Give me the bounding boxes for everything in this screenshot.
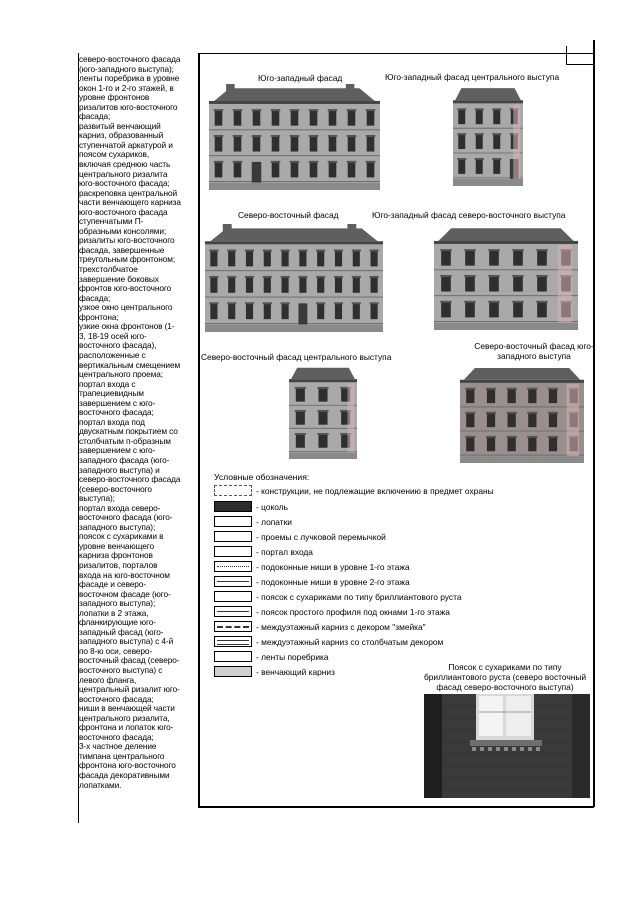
legend-label: - проемы с лучковой перемычкой: [256, 531, 386, 542]
legend-label: - подоконные ниши в уровне 1-го этажа: [256, 561, 410, 572]
left-column-line: восточного фасада;: [79, 731, 154, 742]
left-column-line: поясок с сухариками в: [79, 531, 164, 542]
legend-label: - цоколь: [256, 501, 288, 512]
frame-right-line: [593, 40, 595, 807]
left-column-line: выступа);: [79, 493, 115, 504]
left-column-line: ленты поребрика в уровне: [79, 73, 180, 84]
legend-swatch: [214, 531, 252, 542]
legend-item: [214, 605, 450, 618]
caption-ne-facade: Северо-восточный фасад: [238, 210, 339, 220]
left-column-line: ступенчатой аркатурой и: [79, 139, 173, 150]
left-column-line: центрального ризалита: [79, 168, 168, 179]
left-column-line: образными консолями;: [79, 225, 167, 236]
left-column-line: западный фасад (юго-: [79, 626, 164, 637]
legend-label: - подоконные ниши в уровне 2-го этажа: [256, 576, 410, 587]
frame-top-line: [198, 53, 594, 54]
left-column-line: входа на юго-восточном: [79, 569, 170, 580]
legend-item: [214, 635, 443, 648]
facade-drawing-sw-ne-ledge: [434, 224, 578, 330]
left-column-line: трапециевидным: [79, 388, 144, 399]
legend-label: - поясок с сухариками по типу бриллиантового руста: [256, 591, 462, 602]
facade-drawing-ne-central: [289, 364, 357, 459]
left-column-line: уровне фронтонов: [79, 92, 150, 103]
left-column-line: столбчатым п-образным: [79, 435, 171, 446]
left-column-line: ступенчатыми П-: [79, 216, 144, 227]
left-column-line: ризалитов юго-восточного: [79, 101, 178, 112]
legend-label: - ленты поребрика: [256, 651, 329, 662]
left-column-line: западного выступа);: [79, 598, 156, 609]
left-column-line: узкое окно центрального: [79, 302, 173, 313]
frame-divider-line: [198, 53, 200, 807]
legend-label: - междуэтажный карниз с декором "змейка": [256, 621, 426, 632]
legend-title: Условные обозначения:: [214, 472, 310, 482]
legend-item: [214, 665, 335, 678]
left-column-line: фланкирующие юго-: [79, 617, 156, 628]
left-column-line: фасада;: [79, 292, 111, 303]
caption-ne-sw-ledge: Северо-восточный фасад юго-западного выступа: [474, 341, 594, 361]
left-column-line: фронтона и лопаток юго-: [79, 722, 174, 733]
left-column-line: завершением с юго-: [79, 445, 156, 456]
left-column-line: вертикальным смещением: [79, 359, 181, 370]
left-column-line: ризалитов, порталов: [79, 559, 158, 570]
left-column-line: восточный фасад (северо-: [79, 655, 180, 666]
legend-swatch: [214, 561, 252, 572]
legend-swatch: [214, 606, 252, 617]
left-column-line: части венчающего карниза: [79, 197, 181, 208]
left-column-line: левого фланга,: [79, 674, 137, 685]
legend-swatch: [214, 651, 252, 662]
legend-swatch: [214, 501, 252, 512]
left-column-line: западного выступа) и: [79, 464, 160, 475]
photo-caption: Поясок с сухариками по типу бриллиантового руста (северо восточный фасад северо-восточного выступа): [423, 662, 587, 692]
facade-drawing-ne-sw-ledge: [460, 364, 584, 463]
legend-label: - поясок простого профиля под окнами 1-го этажа: [256, 606, 450, 617]
left-column-line: западного фасада (юго-: [79, 454, 170, 465]
corner-stamp-box: [566, 46, 595, 65]
left-column-line: ризалиты юго-восточного: [79, 235, 175, 246]
left-column-line: восточного фасада),: [79, 340, 157, 351]
legend-swatch: [214, 666, 252, 677]
left-column-line: (северо-восточного: [79, 483, 152, 494]
left-column-line: восточного фасада;: [79, 693, 154, 704]
legend-swatch: [214, 591, 252, 602]
caption-sw-facade: Юго-западный фасад: [258, 73, 343, 83]
left-column-line: раскреповка центральной: [79, 187, 178, 198]
left-column-line: портал входа под: [79, 416, 145, 427]
left-column-line: расположенные с: [79, 349, 146, 360]
left-column-line: фасада;: [79, 111, 111, 122]
left-column-line: карниз, образованный: [79, 130, 164, 141]
legend-item: [214, 545, 313, 558]
legend-label: - междуэтажный карниз со столбчатым декором: [256, 636, 444, 647]
legend-swatch: [214, 576, 252, 587]
left-column-line: северо-восточного фасада: [79, 474, 181, 485]
caption-sw-central: Юго-западный фасад центрального выступа: [385, 72, 560, 82]
left-column-line: фронтона;: [79, 311, 119, 322]
left-column-line: тимпана центрального: [79, 750, 165, 761]
left-column-line: включая среднюю часть: [79, 159, 171, 170]
left-column-line: ниши в венчающей части: [79, 703, 175, 714]
legend-item: [214, 560, 410, 573]
legend-item: [214, 500, 288, 513]
left-column-line: развитый венчающий: [79, 120, 161, 131]
left-column-line: западного выступа) с 4-й: [79, 636, 174, 647]
left-column-line: восточного фасада (юго-: [79, 512, 173, 523]
left-column-line: фронтов юго-восточного: [79, 283, 172, 294]
legend-swatch: [214, 516, 252, 527]
frame-bottom-line: [198, 806, 594, 808]
legend-item: [214, 530, 386, 543]
left-column-line: карниза фронтонов: [79, 550, 153, 561]
left-column-line: юго-восточного фасада;: [79, 178, 170, 189]
left-column-line: завершением с юго-: [79, 397, 156, 408]
left-column-line: фасада декоративными: [79, 770, 170, 781]
left-column-line: поясом сухариков,: [79, 149, 150, 160]
left-column-line: фронтона юго-восточного: [79, 760, 176, 771]
left-column-line: лопатки в 2 этажа,: [79, 607, 149, 618]
left-column-line: узкие окна фронтонов (1-: [79, 321, 175, 332]
legend-label: - портал входа: [256, 546, 313, 557]
legend-label: - лопатки: [256, 516, 292, 527]
legend-label: - конструкции, не подлежащие включению в предмет охраны: [256, 485, 494, 496]
legend-swatch: [214, 546, 252, 557]
left-column-line: 3-х частное деление: [79, 741, 157, 752]
legend-item: [214, 575, 410, 588]
legend-item: [214, 484, 494, 497]
left-column-line: по 8-ю оси, северо-: [79, 645, 153, 656]
left-column-line: восточного фасада;: [79, 407, 154, 418]
left-column-line: восточном фасаде (юго-: [79, 588, 171, 599]
legend-item: [214, 620, 426, 633]
legend-swatch: [214, 636, 252, 647]
legend-swatch: [214, 621, 252, 632]
caption-ne-central: Северо-восточный фасад центрального выступа: [201, 352, 392, 362]
legend-label: - венчающий карниз: [256, 666, 335, 677]
left-column-line: 3, 18-19 осей юго-: [79, 330, 147, 341]
facade-drawing-sw-central: [453, 84, 523, 186]
left-column-line: завершение боковых: [79, 273, 159, 284]
left-column-line: окон 1-го и 2-го этажей, в: [79, 82, 174, 93]
left-column-line: треугольным фронтоном;: [79, 254, 176, 265]
left-column-line: трехстолбчатое: [79, 264, 138, 275]
left-column-line: центральный ризалит юго-: [79, 684, 180, 695]
cornice-detail-photo: [424, 694, 590, 798]
caption-sw-ne-ledge: Юго-западный фасад северо-восточного выступа: [372, 210, 566, 220]
left-column-line: портал входа с: [79, 378, 136, 389]
left-column-line: юго-восточного фасада: [79, 206, 168, 217]
legend-item: [214, 515, 292, 528]
left-column-line: фасада, завершенные: [79, 244, 165, 255]
left-column-line: западного выступа);: [79, 521, 156, 532]
left-column-text: [79, 55, 197, 790]
facade-drawing-sw: [209, 84, 380, 190]
left-column-line: северо-восточного фасада: [79, 54, 181, 64]
left-column-line: портал входа северо-: [79, 502, 161, 513]
left-column-line: (юго-западного выступа);: [79, 63, 174, 74]
left-column-line: двускатным покрытием со: [79, 426, 178, 437]
left-column-line: лопатками.: [79, 779, 122, 790]
left-column-line: уровне венчающего: [79, 540, 154, 551]
legend-swatch: [214, 485, 252, 496]
left-column-line: центрального проема;: [79, 369, 163, 380]
legend-item: [214, 590, 461, 603]
left-column-line: восточного выступа) с: [79, 665, 163, 675]
left-column-line: центрального ризалита,: [79, 712, 170, 723]
facade-drawing-ne: [205, 224, 383, 332]
left-column-line: фасаде и северо-: [79, 579, 146, 590]
legend-item: [214, 650, 329, 663]
